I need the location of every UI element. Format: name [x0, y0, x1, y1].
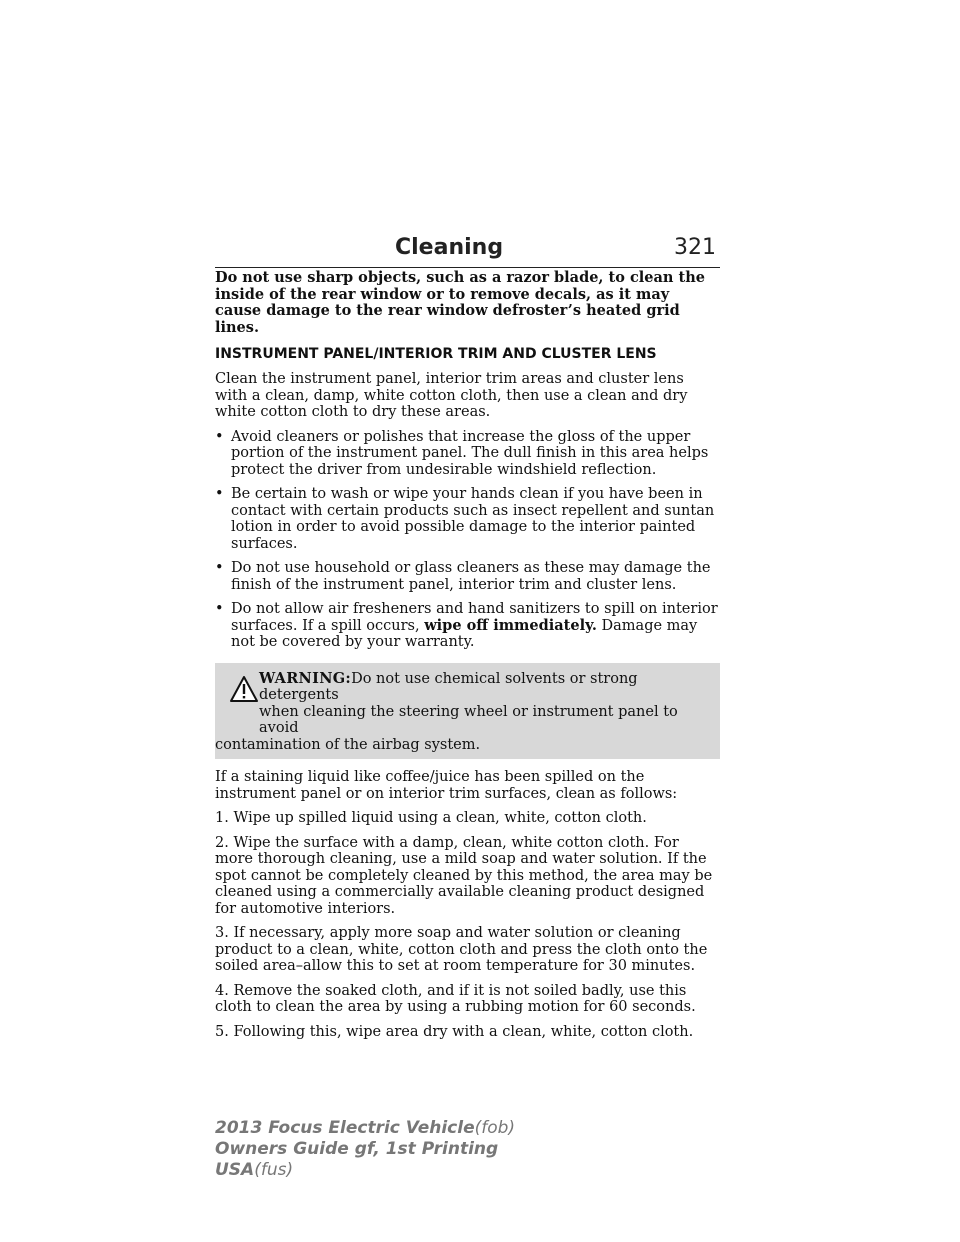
step-3: 3. If necessary, apply more soap and water solution or cleaning product to a clean, white, cotton cloth and press the cloth onto the soiled area–allow this to set at room temperature for 30 minutes.	[215, 925, 708, 974]
list-item-text: Damage may not be covered by your warranty.	[231, 617, 698, 650]
page-footer	[215, 1118, 515, 1181]
warning-text: when cleaning the steering wheel or instrument panel to avoid	[259, 703, 678, 736]
bullet-icon: •	[215, 486, 224, 502]
warning-box	[215, 663, 720, 760]
chapter-title: Cleaning	[395, 235, 504, 260]
bullet-icon: •	[215, 560, 224, 576]
step-5: 5. Following this, wipe area dry with a clean, white, cotton cloth.	[215, 1023, 694, 1040]
bullet-icon: •	[215, 601, 224, 617]
page-content	[215, 270, 720, 1048]
list-item-text: Do not use household or glass cleaners as these may damage the finish of the instrument panel, interior trim and cluster lens.	[231, 560, 711, 593]
section-intro: Clean the instrument panel, interior trim areas and cluster lens with a clean, damp, white cotton cloth, then use a clean and dry white cotton cloth to dry these areas.	[215, 371, 688, 420]
warning-text-block	[215, 671, 714, 737]
warning-text-continued: contamination of the airbag system.	[215, 736, 481, 753]
paragraph: If a staining liquid like coffee/juice has been spilled on the instrument panel or on interior trim surfaces, clean as follows:	[215, 769, 678, 802]
list-item	[215, 560, 720, 593]
list-item	[215, 601, 720, 651]
warning-text: Do not use chemical solvents or strong detergents	[259, 670, 638, 703]
list-item-text: Do not allow air fresheners and hand sanitizers to spill on interior surfaces. If a spill occurs,	[231, 601, 718, 634]
page-number: 321	[674, 235, 716, 260]
step-2: 2. Wipe the surface with a damp, clean, white cotton cloth. For more thorough cleaning, use a mild soap and water solution. If the spot cannot be completely cleaned by this method, the area may be cleaned using a commercially available cleaning product designed for automotive interiors.	[215, 834, 713, 917]
step-4: 4. Remove the soaked cloth, and if it is not soiled badly, use this cloth to clean the area by using a rubbing motion for 60 seconds.	[215, 982, 696, 1015]
footer-line-1: 2013 Focus Electric Vehicle(fob)	[215, 1118, 516, 1138]
list-item-text: Avoid cleaners or polishes that increase the gloss of the upper portion of the instrument panel. The dull finish in this area helps protect the driver from undesirable windshield reflection.	[231, 428, 709, 478]
warning-triangle-icon	[229, 675, 259, 703]
footer-line-3: USA(fus)	[215, 1160, 294, 1180]
bullet-icon: •	[215, 428, 224, 445]
page-header	[215, 233, 720, 268]
cleaning-tips-list	[215, 429, 720, 651]
step-1: 1. Wipe up spilled liquid using a clean, white, cotton cloth.	[215, 810, 647, 826]
warning-label: WARNING:	[259, 669, 352, 687]
list-item-emphasis: wipe off immediately.	[424, 616, 597, 634]
footer-line-2: Owners Guide gf, 1st Printing	[215, 1139, 499, 1159]
section-heading: INSTRUMENT PANEL/INTERIOR TRIM AND CLUSTER LENS	[215, 346, 657, 362]
list-item-text: Be certain to wash or wipe your hands clean if you have been in contact with certain products such as insect repellent and suntan lotion in order to avoid possible damage to the interior painted surfaces.	[231, 486, 715, 552]
rear-window-caution: Do not use sharp objects, such as a razor blade, to clean the inside of the rear window or to remove decals, as it may cause damage to the rear window defroster’s heated grid lines.	[215, 269, 705, 336]
list-item	[215, 486, 720, 552]
list-item	[215, 429, 720, 479]
